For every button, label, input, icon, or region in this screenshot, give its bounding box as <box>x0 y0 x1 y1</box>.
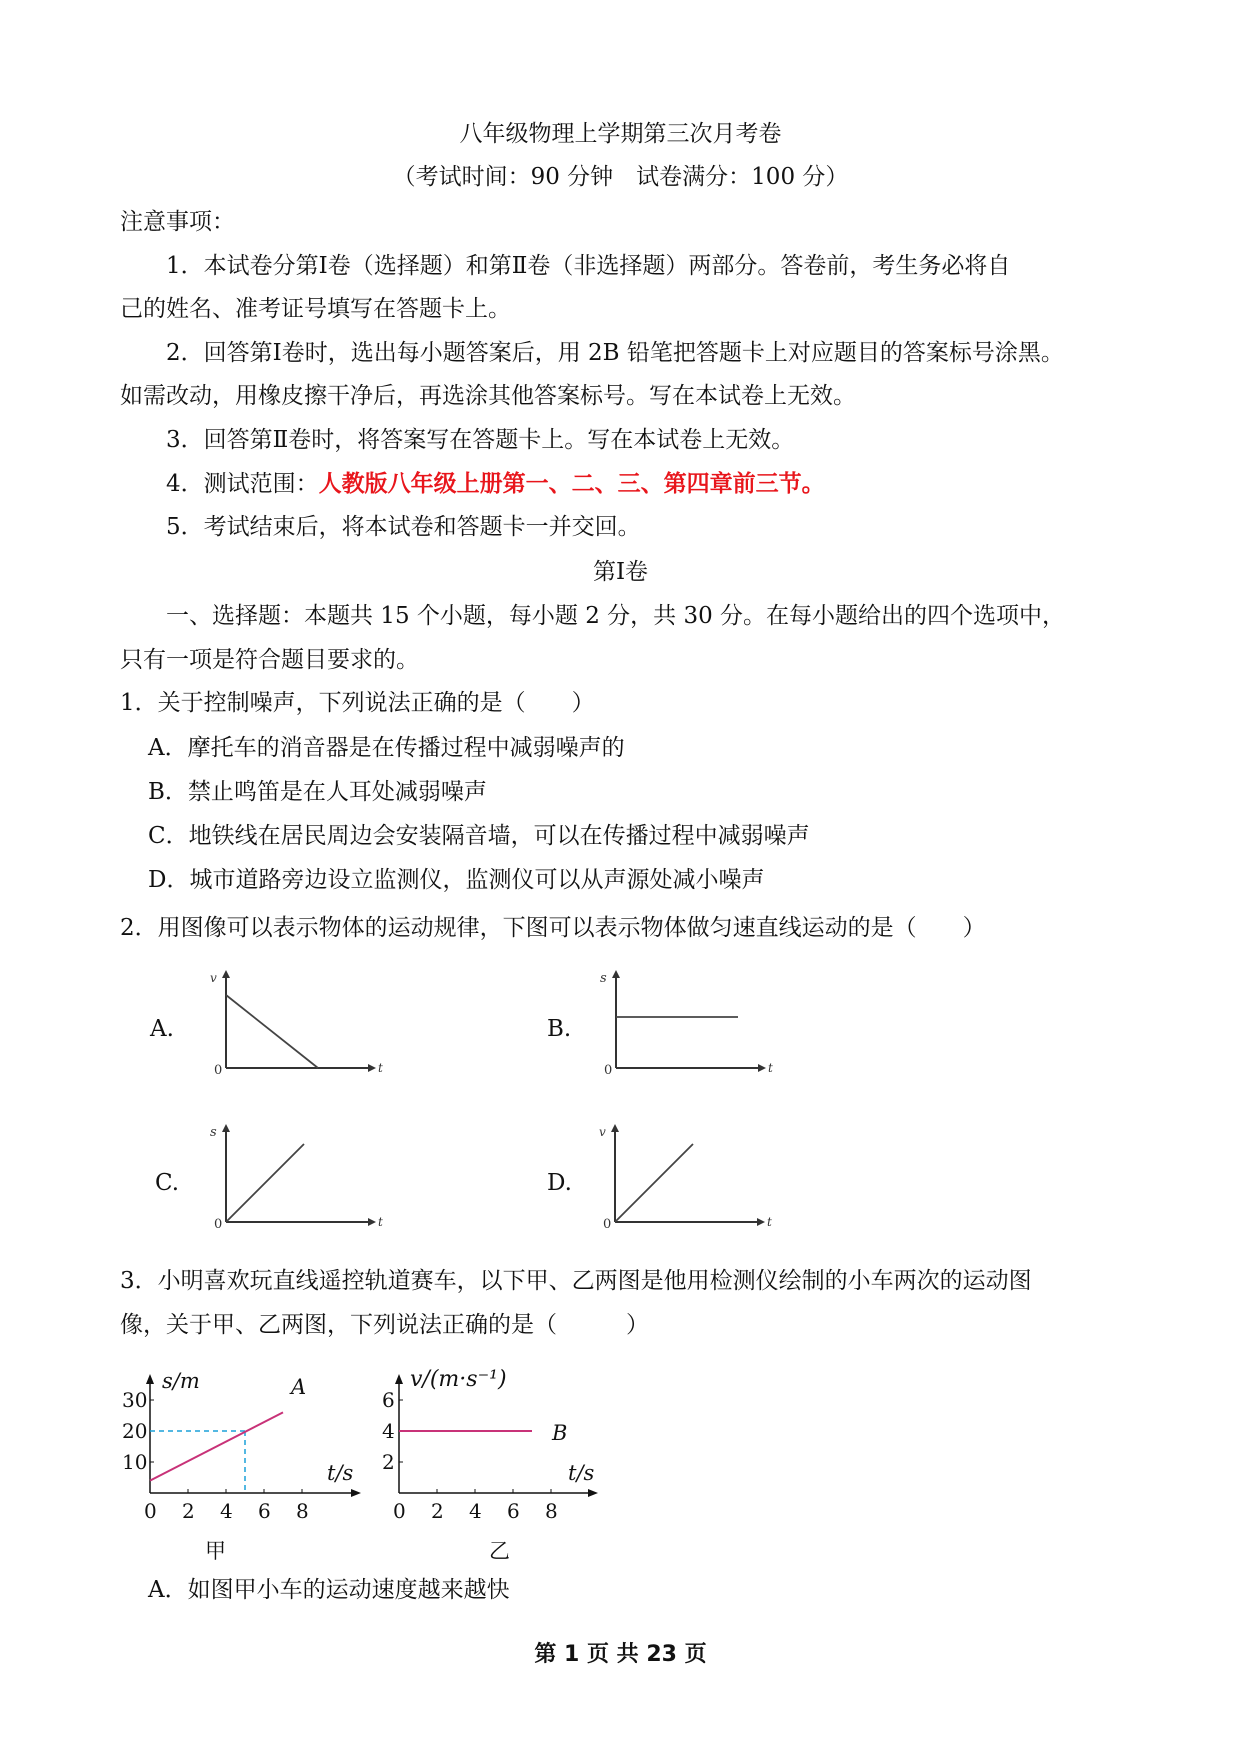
q2-graph-a <box>208 968 388 1078</box>
y-axis-arrow <box>395 1374 403 1384</box>
q1-option-c: C．地铁线在居民周边会安装隔音墙，可以在传播过程中减弱噪声 <box>148 823 810 849</box>
y-tick-label: 6 <box>382 1388 395 1412</box>
origin-label: 0 <box>214 1063 223 1078</box>
q2-option-c-label: C. <box>155 1170 180 1196</box>
q2-option-d-label: D. <box>547 1170 572 1196</box>
graph-line <box>615 1144 693 1222</box>
page-title: 八年级物理上学期第三次月考卷 <box>459 121 782 147</box>
y-axis-arrow <box>611 1124 619 1132</box>
q3-stem-line2: 像，关于甲、乙两图，下列说法正确的是（ ） <box>120 1312 649 1338</box>
x-axis-arrow <box>588 1489 598 1497</box>
notice-3: 3．回答第Ⅱ卷时，将答案写在答题卡上。写在本试卷上无效。 <box>166 427 795 453</box>
x-tick-label: 4 <box>469 1499 482 1523</box>
y-axis-label: v/(m·s⁻¹) <box>410 1367 507 1392</box>
x-tick-label: 0 <box>144 1499 157 1523</box>
y-axis-arrow <box>146 1374 154 1384</box>
origin-label: 0 <box>604 1063 613 1078</box>
x-axis-arrow <box>757 1218 765 1226</box>
graph-jia <box>115 1360 365 1570</box>
series-label: B <box>552 1421 568 1445</box>
notice-5: 5．考试结束后，将本试卷和答题卡一并交回。 <box>166 514 641 540</box>
x-axis-arrow <box>351 1489 361 1497</box>
x-axis-label: t <box>768 1061 773 1075</box>
notice-1-line1: 1．本试卷分第Ⅰ卷（选择题）和第Ⅱ卷（非选择题）两部分。答卷前，考生务必将自 <box>166 253 1011 279</box>
origin-label: 0 <box>214 1217 223 1232</box>
y-axis-arrow <box>612 970 620 978</box>
q1-option-a: A．摩托车的消音器是在传播过程中减弱噪声的 <box>148 735 625 761</box>
q1-stem: 1．关于控制噪声，下列说法正确的是（ ） <box>120 690 595 716</box>
x-tick-label: 4 <box>220 1499 233 1523</box>
section-intro-line2: 只有一项是符合题目要求的。 <box>120 647 419 673</box>
notice-2-line1: 2．回答第Ⅰ卷时，选出每小题答案后，用 2B 铅笔把答题卡上对应题目的答案标号涂黑。 <box>166 340 1064 366</box>
y-axis-label: s <box>600 971 607 986</box>
page-subtitle: （考试时间：90 分钟 试卷满分：100 分） <box>392 164 849 190</box>
q3-option-a: A．如图甲小车的运动速度越来越快 <box>148 1577 510 1603</box>
y-axis-label: s <box>210 1125 217 1140</box>
section-title: 第Ⅰ卷 <box>592 559 649 585</box>
graph-yi <box>372 1360 622 1570</box>
origin-label: 0 <box>603 1217 612 1232</box>
notice-4-highlight: 人教版八年级上册第一、二、三、第四章前三节。 <box>318 470 825 497</box>
x-axis-label: t/s <box>327 1461 354 1485</box>
series-line <box>150 1412 283 1480</box>
q2-option-b-label: B. <box>547 1016 572 1042</box>
y-tick-label: 30 <box>122 1388 148 1412</box>
x-axis-label: t <box>767 1215 772 1229</box>
x-tick-label: 6 <box>258 1499 271 1523</box>
x-tick-label: 0 <box>393 1499 406 1523</box>
q2-graph-d <box>597 1122 777 1232</box>
x-axis-label: t <box>378 1061 383 1075</box>
q2-option-a-label: A. <box>150 1016 174 1042</box>
graph-line <box>226 1144 304 1222</box>
notice-2-line2: 如需改动，用橡皮擦干净后，再选涂其他答案标号。写在本试卷上无效。 <box>120 383 856 409</box>
q2-graph-b <box>598 968 778 1078</box>
y-axis-arrow <box>222 1124 230 1132</box>
y-axis-arrow <box>222 970 230 978</box>
section-intro-line1: 一、选择题：本题共 15 个小题，每小题 2 分，共 30 分。在每小题给出的四个选项中， <box>166 603 1066 629</box>
page-footer: 第 1 页 共 23 页 <box>534 1642 707 1667</box>
graph-line <box>226 995 318 1068</box>
y-tick-label: 2 <box>382 1450 395 1474</box>
y-tick-label: 20 <box>122 1419 148 1443</box>
y-axis-label: v <box>210 971 217 985</box>
notice-4 <box>166 469 825 499</box>
x-axis-arrow <box>368 1064 376 1072</box>
y-tick-label: 10 <box>122 1450 148 1474</box>
x-tick-label: 2 <box>182 1499 195 1523</box>
q2-graph-c <box>208 1122 388 1232</box>
notice-1-line2: 己的姓名、准考证号填写在答题卡上。 <box>120 296 511 322</box>
x-axis-label: t/s <box>568 1461 595 1485</box>
x-tick-label: 8 <box>296 1499 309 1523</box>
x-tick-label: 8 <box>545 1499 558 1523</box>
y-axis-label: v <box>599 1125 606 1139</box>
x-tick-label: 6 <box>507 1499 520 1523</box>
x-axis-arrow <box>758 1064 766 1072</box>
series-label: A <box>291 1375 307 1399</box>
q2-stem: 2．用图像可以表示物体的运动规律，下图可以表示物体做匀速直线运动的是（ ） <box>120 915 986 941</box>
notice-heading: 注意事项： <box>120 209 235 235</box>
x-axis-arrow <box>368 1218 376 1226</box>
q3-stem-line1: 3．小明喜欢玩直线遥控轨道赛车，以下甲、乙两图是他用检测仪绘制的小车两次的运动图 <box>120 1268 1032 1294</box>
graph-caption: 乙 <box>489 1539 510 1563</box>
x-axis-label: t <box>378 1215 383 1229</box>
notice-4-prefix: 4．测试范围： <box>166 471 319 497</box>
x-tick-label: 2 <box>431 1499 444 1523</box>
y-tick-label: 4 <box>382 1419 395 1443</box>
q1-option-d: D．城市道路旁边设立监测仪，监测仪可以从声源处减小噪声 <box>148 867 765 893</box>
graph-caption: 甲 <box>205 1539 226 1563</box>
y-axis-label: s/m <box>162 1369 200 1393</box>
q1-option-b: B．禁止鸣笛是在人耳处减弱噪声 <box>148 779 487 805</box>
